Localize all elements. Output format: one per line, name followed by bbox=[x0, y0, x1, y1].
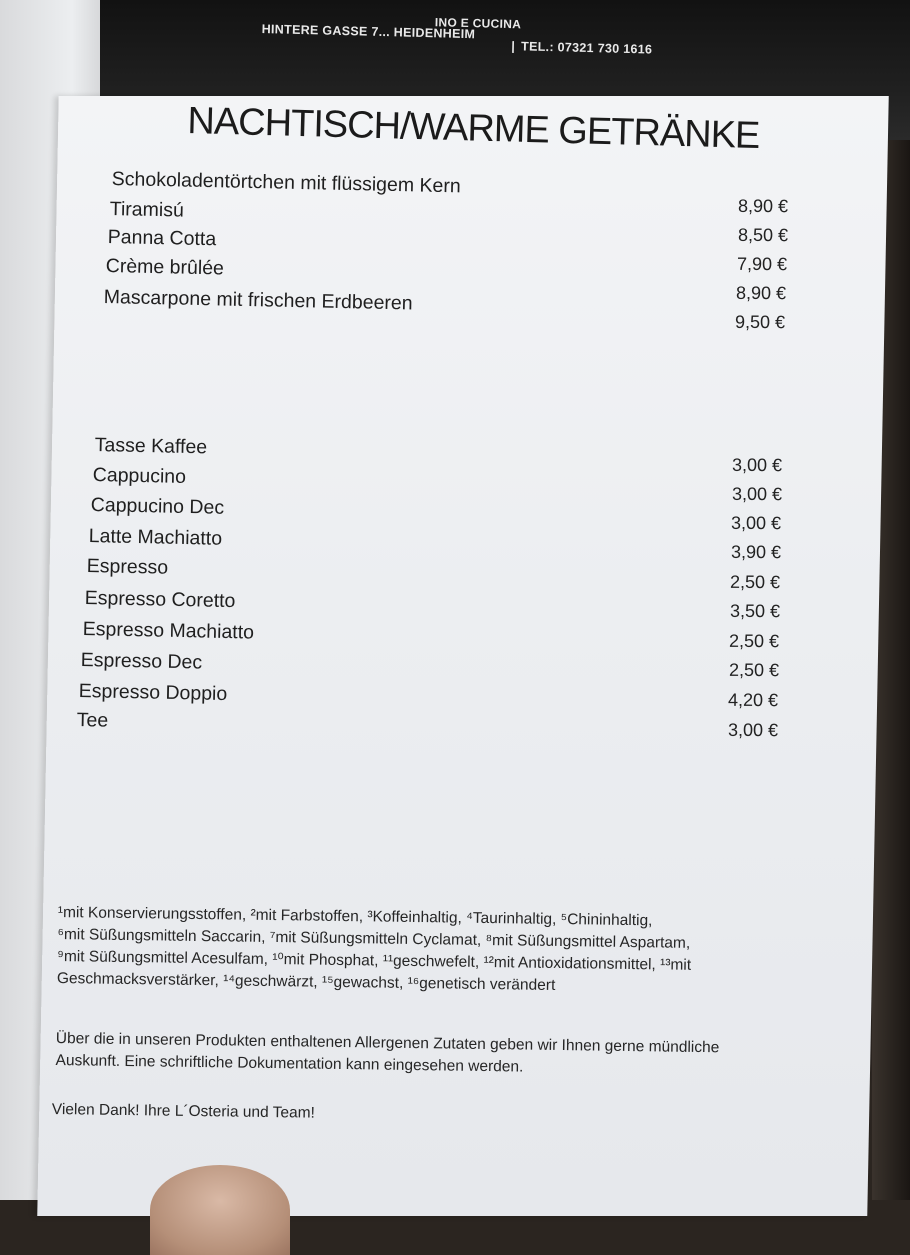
drink-price: 2,50 € bbox=[728, 659, 780, 681]
address-text: HINTERE GASSE 7... HEIDENHEIM bbox=[261, 21, 476, 42]
dessert-price: 9,50 € bbox=[734, 311, 786, 333]
dessert-price: 8,90 € bbox=[735, 282, 787, 304]
dessert-price: 8,50 € bbox=[737, 224, 789, 246]
footnote-line: ¹mit Konservierungsstoffen, ²mit Farbstoffen, ³Koffeinhaltig, ⁴Taurinhaltig, ⁵Chininhaltig, bbox=[57, 903, 653, 930]
phone-number: TEL.: 07321 730 1616 bbox=[520, 39, 653, 57]
drink-item: Espresso bbox=[86, 555, 169, 579]
drink-price: 3,00 € bbox=[727, 719, 779, 741]
drink-item: Latte Machiatto bbox=[88, 525, 223, 550]
dessert-item: Mascarpone mit frischen Erdbeeren bbox=[103, 286, 413, 315]
drink-item: Cappucino Dec bbox=[90, 494, 225, 519]
footnote-line: ⁹mit Süßungsmittel Acesulfam, ¹⁰mit Phosphat, ¹¹geschwefelt, ¹²mit Antioxidationsmittel, ¹³mit bbox=[57, 947, 692, 974]
drink-price: 3,00 € bbox=[731, 483, 783, 505]
additives-footnotes bbox=[57, 902, 798, 1000]
footnote-line: ⁶mit Süßungsmitteln Saccarin, ⁷mit Süßungsmitteln Cyclamat, ⁸mit Süßungsmittel Aspartam, bbox=[57, 925, 691, 952]
drink-item: Espresso Machiatto bbox=[82, 618, 255, 644]
dessert-item: Tiramisú bbox=[109, 198, 185, 222]
thanks-text: Vielen Dank! Ihre L´Osteria und Team! bbox=[51, 1100, 316, 1122]
dessert-item: Crème brûlée bbox=[105, 255, 225, 280]
footnote-line: Geschmacksverstärker, ¹⁴geschwärzt, ¹⁵gewachst, ¹⁶genetisch verändert bbox=[56, 969, 556, 994]
drink-price: 3,90 € bbox=[730, 541, 782, 563]
page-title: NACHTISCH/WARME GETRÄNKE bbox=[186, 100, 760, 157]
drink-item: Tasse Kaffee bbox=[94, 434, 208, 459]
thumb bbox=[150, 1165, 290, 1255]
drink-item: Espresso Coretto bbox=[84, 587, 236, 613]
drink-item: Espresso Doppio bbox=[78, 680, 228, 706]
drink-item: Espresso Dec bbox=[80, 649, 203, 674]
brand-text: INO E CUCINA bbox=[434, 15, 522, 32]
dessert-price: 7,90 € bbox=[736, 253, 788, 275]
drink-item: Tee bbox=[76, 709, 109, 732]
drink-price: 3,00 € bbox=[731, 454, 783, 476]
drink-item: Cappucino bbox=[92, 464, 187, 488]
drink-price: 3,00 € bbox=[730, 512, 782, 534]
drink-price: 2,50 € bbox=[728, 630, 780, 652]
dessert-item: Panna Cotta bbox=[107, 226, 217, 251]
dessert-item: Schokoladentörtchen mit flüssigem Kern bbox=[111, 168, 461, 198]
phone-text: | TEL.: 07321 730 1616 bbox=[511, 39, 653, 57]
drink-price: 2,50 € bbox=[729, 571, 781, 593]
allergen-line: Auskunft. Eine schriftliche Dokumentation kann eingesehen werden. bbox=[55, 1051, 524, 1076]
drink-price: 3,50 € bbox=[729, 600, 781, 622]
dessert-price: 8,90 € bbox=[737, 195, 789, 217]
allergen-line: Über die in unseren Produkten enthaltenen Allergenen Zutaten geben wir Ihnen gerne mündliche bbox=[55, 1029, 720, 1057]
drink-price: 4,20 € bbox=[727, 689, 779, 711]
